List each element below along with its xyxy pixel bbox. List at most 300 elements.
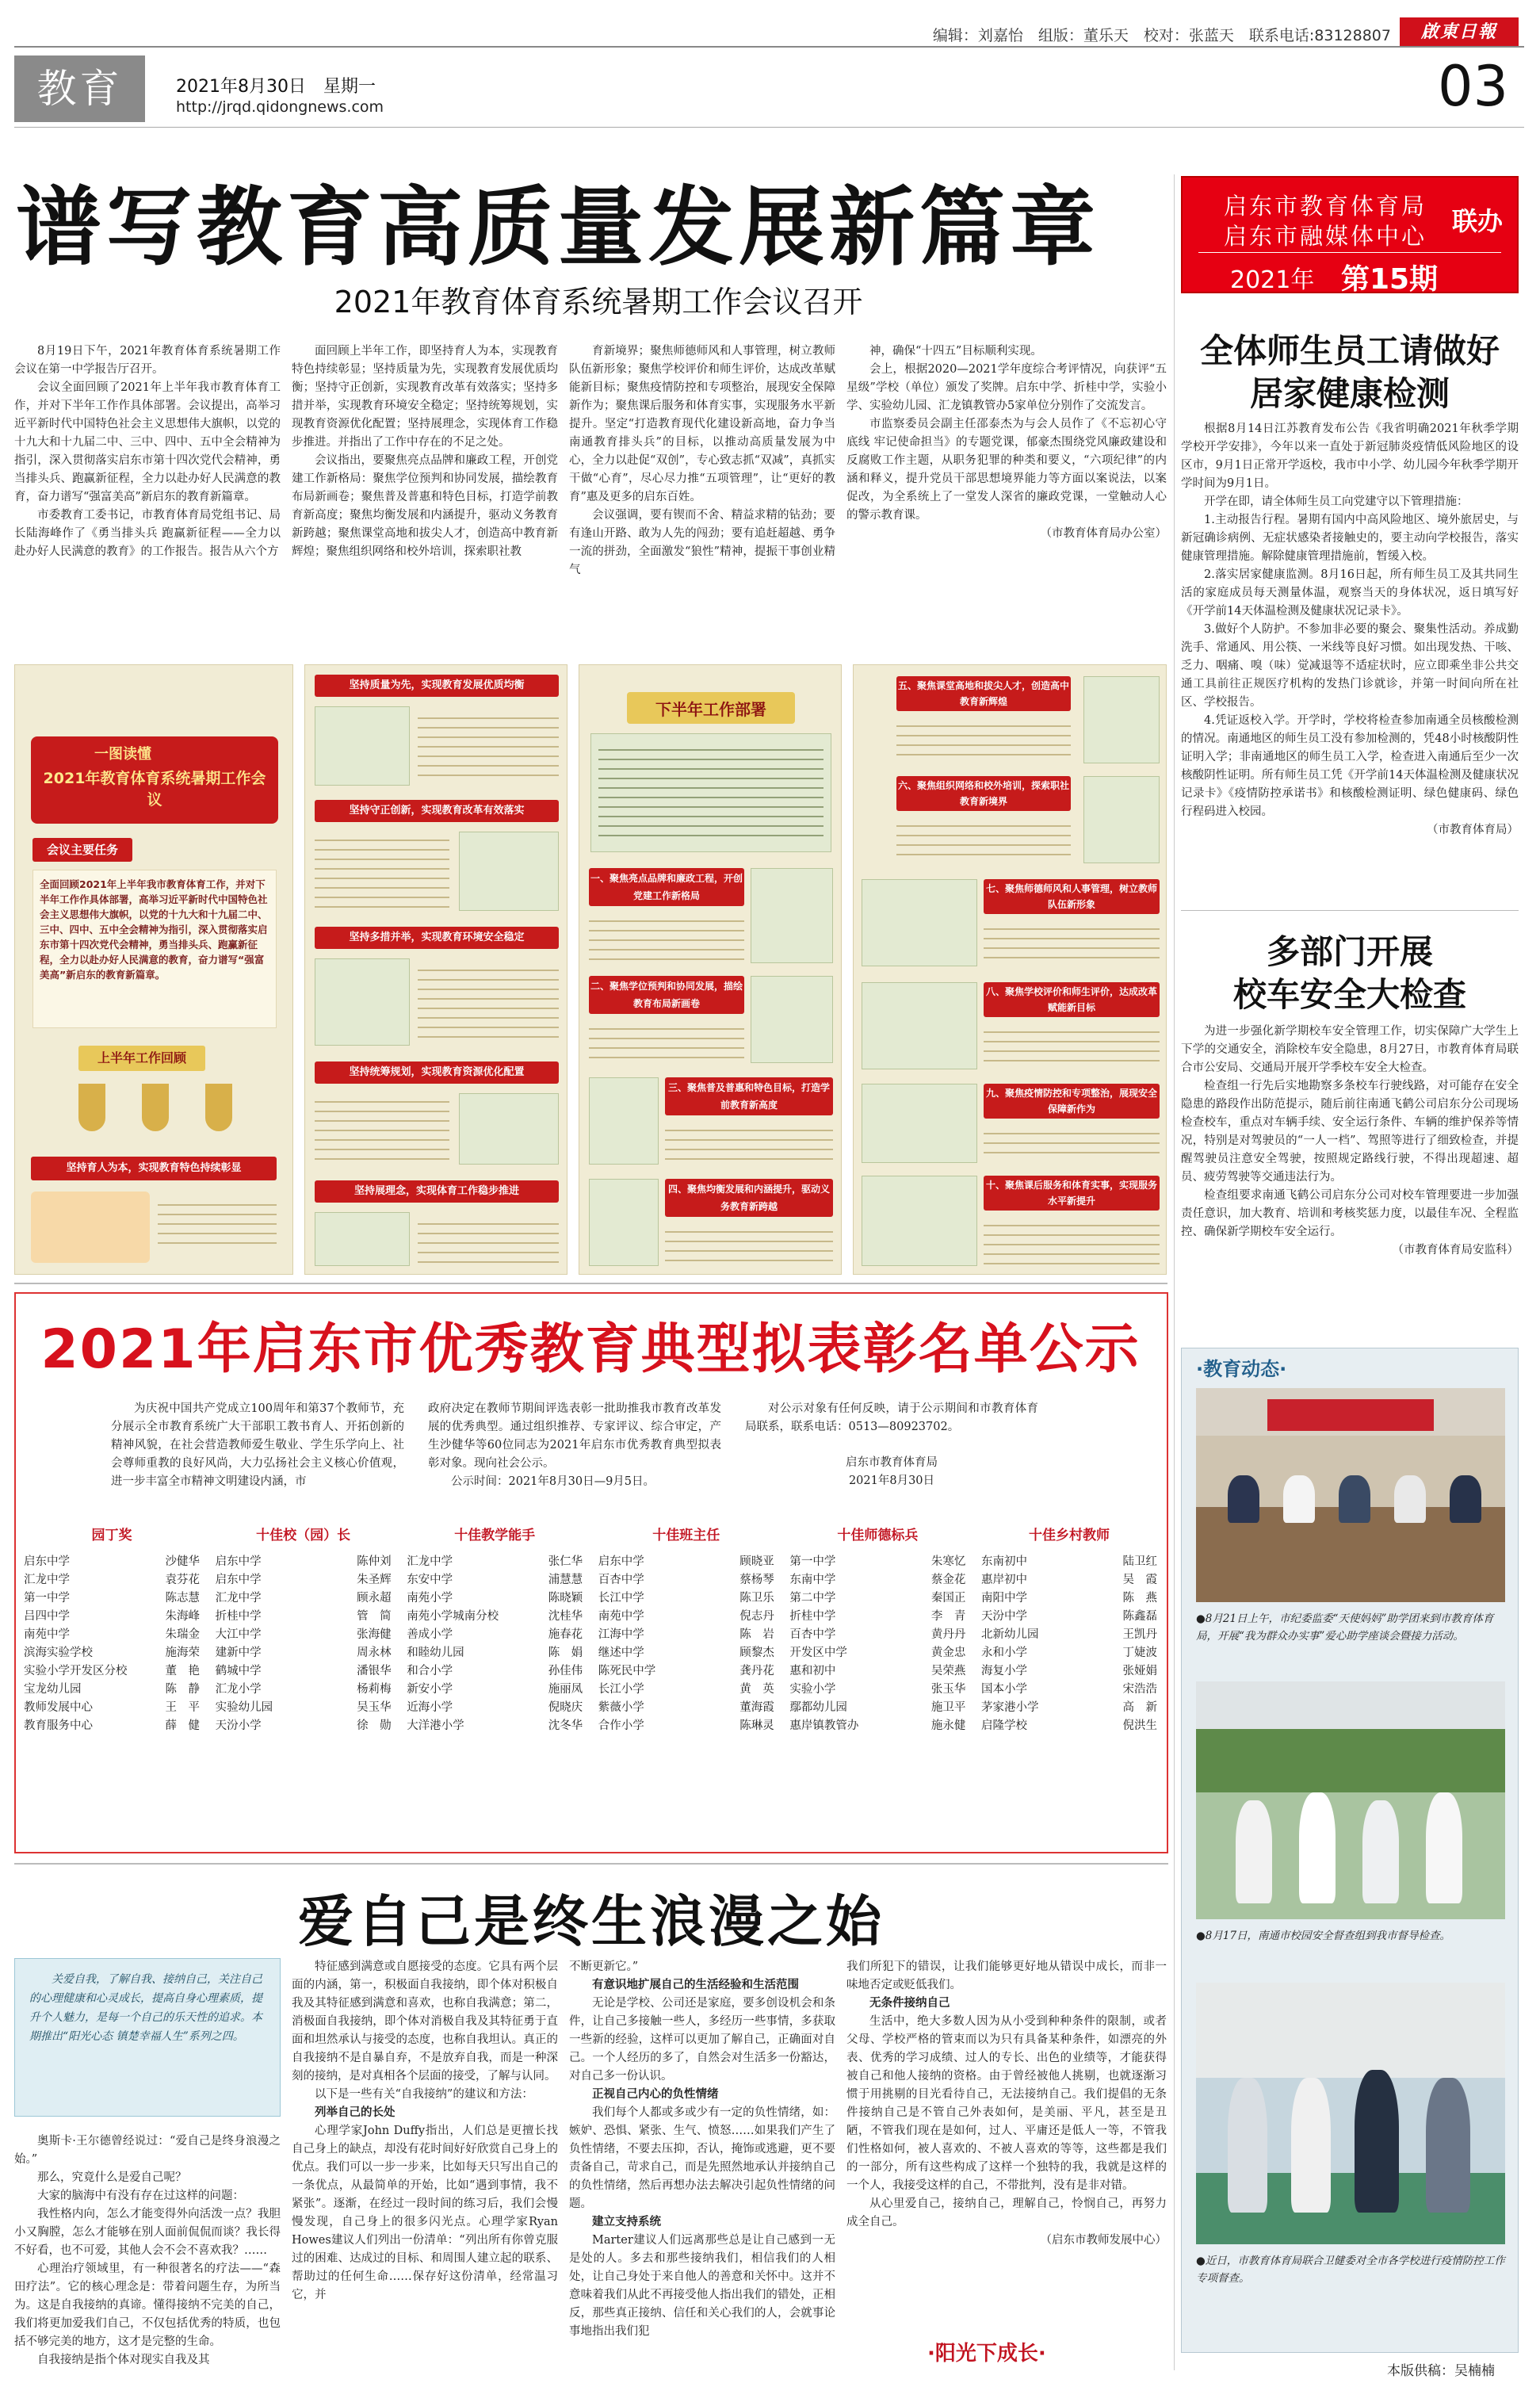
article-source: （启东市教师发展中心） [1040,2234,1167,2247]
honor-row [407,1553,583,1571]
infographic-banner: 2021年教育体育系统暑期工作会议 [43,770,266,809]
para: 我们每个人都或多或少有一定的负性情绪，如：嫉妒、恐惧、紧张、生气、愤怒……如果我们产生了负性情绪，不要去压抑，否认，掩饰或逃避，更不要责备自己，苛求自己，而是先照然地承认并接纳自己的负性情绪，然后再想办法去解决引起负性情绪的问题。 [569,2106,835,2210]
para: 市委教育工委书记，市教育体育局党组书记、局长陆海峰作了《勇当排头兵 跑赢新征程——全力以赴办好人民满意的教育》的工作报告。报告从六个方 [14,509,281,558]
honor-school: 茅家港小学 [980,1701,1039,1714]
icon-box [1083,776,1160,863]
love-col-3 [569,1958,835,2370]
honor-school: 第二中学 [789,1592,836,1605]
honor-person: 孙佳伟 [548,1665,583,1677]
honor-person: 丁婕波 [1122,1647,1157,1659]
honor-person: 施丽凤 [548,1683,583,1696]
honor-row [407,1589,583,1608]
sub-heading: 列举自己的长处 [315,2106,396,2119]
honor-school: 江海中学 [598,1628,644,1641]
para: 心理治疗领域里，有一种很著名的疗法——“森田疗法”。它的核心理念是：带着问题生存，为所当为。这是自我接纳的真谛。懂得接纳不完美的自己，我们将更加爱我们自己，不仅包括优秀的特质，也包括不够完美的地方，这才是完整的生命。 [14,2263,281,2348]
honor-school: 汇龙中学 [215,1592,262,1605]
honor-row [598,1662,774,1681]
para: 我性格内向，怎么才能变得外向活泼一点？我胆小又胸膛，怎么才能够在别人面前侃侃而谈？我长得不好看，也不可爱，其他人会不会不喜欢我？…… [14,2208,281,2257]
honor-intro-3 [745,1400,1038,1490]
honor-person: 张玉华 [930,1683,966,1696]
text-lines [984,920,1160,965]
honor-category-title: 园丁奖 [91,1528,132,1543]
right-article-1 [1181,420,1519,896]
honor-category [789,1524,965,1735]
para: 开学在即，请全体师生员工向党建守以下管理措施： [1204,495,1469,508]
honor-row [789,1626,965,1644]
person [1426,1792,1462,1903]
infographic-item: 坚持守正创新，实现教育改革有效落实 [315,800,559,822]
honor-person: 朱寒忆 [930,1555,966,1568]
honor-person: 陆卫红 [1122,1555,1157,1568]
honor-row [598,1589,774,1608]
honor-school: 近海小学 [407,1701,453,1714]
person [1236,1800,1272,1903]
honor-category-title: 十佳师德标兵 [837,1528,919,1543]
infographic-heading: 下半年工作部署 [655,700,766,719]
honor-person: 黄丹丹 [930,1628,966,1641]
honor-category [24,1524,200,1735]
honor-school: 东南初中 [980,1555,1027,1568]
honor-row [789,1589,965,1608]
honor-row [598,1681,774,1699]
infographic-item: 四、聚焦均衡发展和内涵提升，驱动义务教育新跨越 [665,1179,833,1217]
infographic-textbox [32,870,277,1028]
honor-person: 施春花 [548,1628,583,1641]
honor-person: 顾永超 [357,1592,392,1605]
text-lines [598,741,823,844]
honor-intro-1 [111,1400,404,1491]
honor-person: 陈志慧 [165,1592,200,1605]
honor-school: 惠岸镇教管办 [789,1719,859,1732]
para: 那么，究竟什么是爱自己呢？ [37,2171,187,2184]
honor-row [598,1608,774,1626]
honor-school: 东安中学 [407,1574,453,1586]
honor-row [407,1644,583,1662]
honor-person: 董海霞 [739,1701,774,1714]
honor-school: 紫薇小学 [598,1701,644,1714]
inspection-photo [1196,1681,1505,1919]
infographic-text: 全面回顾2021年上半年我市教育体育工作，并对下半年工作作具体部署，高举习近平新时代中国特色社会主义思想伟大旗帜，以党的十九大和十九届二中、三中、四中、五中全会精神为指引，深入贯彻落实启东市第十四次党代会精神，勇当排头兵、跑赢新征程，全力以赴办好人民满意的教育，奋力谱写“强富美高”新启东的教育新篇章。 [40,878,268,981]
honor-row [24,1699,200,1717]
honor-person: 宋浩浩 [1122,1683,1157,1696]
honor-row [789,1662,965,1681]
infographic-item: 坚持统筹规划，实现教育资源优化配置 [315,1061,559,1084]
honor-category [216,1524,392,1735]
right-divider [1181,910,1519,911]
icon-box [459,1093,559,1165]
honor-school: 折桂中学 [215,1610,262,1623]
honor-school: 南阳中学 [980,1592,1027,1605]
honor-person: 黄 英 [739,1683,774,1696]
para: 自我接纳是指个体对现实自我及其 [37,2354,210,2366]
infographic-item: 九、聚焦疫情防控和专项整治，展现安全保障新作为 [984,1084,1160,1119]
honor-school: 滨海实验学校 [24,1647,93,1659]
header-url: http://jrqd.qidongnews.com [176,98,384,116]
honor-school: 折桂中学 [789,1610,836,1623]
text-lines [315,832,449,911]
honor-school: 启东中学 [598,1555,644,1568]
honor-person: 施海荣 [165,1647,200,1659]
para: 2.落实居家健康监测。8月16日起，所有师生员工及其共同生活的家庭成员每天测量体温，观察当天的身体状况，返日填写好《开学前14天体温检测及健康状况记录卡》。 [1181,568,1519,618]
text-lines [665,1223,833,1264]
honor-row [981,1699,1157,1717]
para: 我们所犯下的错误，让我们能够更好地从错误中成长，而非一味地否定或贬低我们。 [846,1960,1167,1991]
honor-row [216,1589,392,1608]
right-title-1a: 全体师生员工请做好 [1199,331,1500,370]
lianban-line1: 启东市教育体育局 [1224,193,1427,220]
infographic-panel-1 [14,664,293,1275]
sub-heading: 建立支持系统 [592,2216,661,2228]
article-source: （市教育体育局办公室） [1040,527,1167,540]
para: 为庆祝中国共产党成立100周年和第37个教师节，充分展示全市教育系统广大干部职工教书育人、开拓创新的精神风貌，在社会营造教师爱生敬业、学生乐学向上、社会尊师重教的良好风尚，大力弘扬社会主义核心价值观，进一步丰富全市精神文明建设内涵，市 [111,1402,404,1488]
para: 不断更新它。” [569,1960,639,1973]
love-col-4 [846,1958,1167,2331]
main-col-4 [846,342,1167,660]
honor-table [24,1524,1157,1841]
infographic-item: 六、聚焦组织网络和校外培训，探索职社教育新境界 [896,776,1071,811]
honor-person: 陈卫乐 [739,1592,774,1605]
honor-person: 沈冬华 [548,1719,583,1732]
honor-school: 南苑中学 [24,1628,70,1641]
honor-school: 长江中学 [598,1592,644,1605]
person [1362,1800,1399,1903]
honor-row [789,1644,965,1662]
honor-school: 第一中学 [789,1555,836,1568]
honor-school: 海复小学 [980,1665,1027,1677]
infographic-item: 七、聚焦师德师风和人事管理，树立教师队伍新形象 [984,879,1160,914]
honor-person: 陈仲刘 [357,1555,392,1568]
honor-person: 吴荣燕 [930,1665,966,1677]
para: 奥斯卡·王尔德曾经说过：“爱自己是终身浪漫之始。” [14,2135,281,2166]
text-lines [984,1023,1160,1068]
infographic-item: 一、聚焦亮点品牌和廉政工程，开创党建工作新格局 [589,868,744,906]
news-caption-2: ●8月17日，南通市校园安全督查组到我市督导检查。 [1196,1930,1451,1942]
honor-person: 陈鑫磊 [1122,1610,1157,1623]
honor-school: 南苑小学城南分校 [407,1610,499,1623]
person [1299,1792,1336,1903]
honor-row [407,1681,583,1699]
para: 8月19日下午，2021年教育体育系统暑期工作会议在第一中学报告厅召开。 [14,345,281,376]
text-lines [418,1215,559,1263]
person [1228,1475,1259,1523]
honor-person: 张仁华 [548,1555,583,1568]
love-intro-text: 关爱自我，了解自我、接纳自己，关注自己的心理健康和心灵成长，提高自身心理素质，提升个人魅力，是每一个自己的乐天性的追求。本期推出“阳光心态 镇楚幸福人生”系列之四。 [29,1973,262,2043]
honor-row [981,1644,1157,1662]
honor-person: 薛 健 [165,1719,200,1732]
honor-person: 顾晓亚 [739,1555,774,1568]
honor-person: 朱瑞金 [165,1628,200,1641]
honor-person: 倪晓庆 [548,1701,583,1714]
para: 特征感到满意或自愿接受的态度。它具有两个层面的内涵，第一，积极面自我接纳，即个体对积极自我及其特征感到满意和喜欢，也称自我满意；第二，消极面自我接纳，即个体对消极自我及其特征勇于直面和坦然承认与接受的态度，也称自我坦认。真正的自我接纳不是自暴自弃，不是放弃自我，而是一种深刻的接纳，是对真相各个层面的接受，了解与认同。 [292,1960,558,2083]
honor-school: 天汾小学 [215,1719,262,1732]
honor-school: 启东中学 [24,1555,70,1568]
honor-row [981,1662,1157,1681]
love-intro-box [14,1958,281,2117]
honor-row [407,1662,583,1681]
honor-person: 黄金忠 [930,1647,966,1659]
text-lines [896,817,1071,862]
text-lines [665,1122,833,1166]
honor-category-title: 十佳班主任 [652,1528,720,1543]
icon-box [589,1179,659,1266]
text-lines [158,1196,277,1252]
icon-box [1083,676,1160,763]
honor-person: 徐 勋 [357,1719,392,1732]
icon-box [862,1084,977,1163]
para: 以下是一些有关“自我接纳”的建议和方法： [315,2088,533,2101]
honor-row [216,1681,392,1699]
medal-icon [205,1084,232,1131]
honor-person: 朱海峰 [165,1610,200,1623]
honor-person: 李 青 [930,1610,966,1623]
honor-row [24,1589,200,1608]
honor-row [981,1626,1157,1644]
text-lines [984,1217,1160,1264]
header-date: 2021年8月30日 星期一 [176,77,376,97]
love-title: 爱自己是终生浪漫之始 [298,1889,885,1954]
para: 4.凭证返校入学。开学时，学校将检查参加南通全员核酸检测的情况。南通地区的师生员工没有参加检测的，凭48小时核酸阴性证明入学；非南通地区的师生员工入学，检查进入南通后至少一次核酸阴性证明。所有师生员工凭《开学前14天体温检测及健康状况记录卡》《疫情防控承诺书》和核酸检测证明、绿色健康码、绿色行程码进入校园。 [1181,714,1519,818]
honor-person: 张娅娟 [1122,1665,1157,1677]
honor-row [24,1608,200,1626]
header-bottom-rule [14,127,1524,128]
love-col-1 [14,2132,281,2370]
honor-school: 汇龙中学 [24,1574,70,1586]
banner [1267,1399,1434,1431]
text-lines [418,962,559,1041]
lianban-label: 联办 [1452,206,1504,236]
news-caption-1: ●8月21日上午，市纪委监委“天使妈妈”助学团来到市教育体育局，开展“我为群众办实事”爱心助学座谈会暨接力活动。 [1196,1612,1494,1643]
lianban-year: 2021年 [1230,266,1315,294]
person [1355,2070,1399,2213]
honor-school: 南苑中学 [598,1610,644,1623]
para: 无论是学校、公司还是家庭，要多创设机会和条件，让自己多接触一些人，多经历一些事情，多获取一些新的经验，这样可以更加了解自己，正确面对自己。一个人经历的多了，自然会对生活多一份豁达，对自己多一份认识。 [569,1997,835,2083]
icon-box [315,706,410,786]
honor-row [216,1644,392,1662]
infographic-item: 八、聚焦学校评价和师生评价，达成改革赋能新目标 [984,982,1160,1017]
infographic-panel-4 [853,664,1167,1275]
honor-school: 第一中学 [24,1592,70,1605]
honor-person: 陈 岩 [739,1628,774,1641]
text-lines [984,1125,1160,1161]
news-caption-3: ●近日，市教育体育局联合卫健委对全市各学校进行疫情防控工作专项督查。 [1196,2255,1505,2285]
para: 会议全面回顾了2021年上半年我市教育体育工作，并对下半年工作作具体部署。会议提出，高举习近平新时代中国特色社会主义思想伟大旗帜，以党的十九大和十九届二中、三中、四中、五中全会精神为指引，深入贯彻落实启东市第十四次党代会精神，勇当排头兵、跑赢新征程，全力以赴办好人民满意的教育，奋力谱写“强富美高”新启东的教育新篇章。 [14,381,281,503]
para: 市监察委员会副主任邵泰杰为与会人员作了《不忘初心守底线 牢记使命担当》的专题党课，郁豪杰围绕党风廉政建设和反腐败工作主题，从职务犯罪的种类和要义，“六项纪律”的内涵和释义，提升党员干部思想境界能力等方面以案说法，以案促改，为全系统上了一堂发人深省的廉政党课，一堂触动人心的警示教育课。 [846,418,1167,522]
honor-row [24,1626,200,1644]
icon-box [862,1176,977,1266]
honor-person: 袁芬花 [165,1574,200,1586]
paper-logo: 啟東日報 [1400,17,1519,46]
person [1339,1475,1370,1523]
lianban-rule [1198,252,1501,253]
infographic-item: 坚持育人为本，实现教育特色持续彰显 [31,1157,277,1180]
honor-row [789,1553,965,1571]
para: 会上，根据2020—2021学年度综合考评情况，向获评“五星级”学校（单位）颁发了奖牌。启东中学、折桂中学，实验小学、实验幼儿园、汇龙镇教管办5家单位分别作了交流发言。 [846,363,1167,412]
news-panel-title: ·教育动态· [1196,1358,1287,1380]
honor-person: 浦慧慧 [548,1574,583,1586]
honor-row [407,1608,583,1626]
sub-heading: 正视自己内心的负性情绪 [592,2088,719,2101]
main-col-1 [14,342,281,660]
right-title-2a: 多部门开展 [1266,932,1433,971]
honor-school: 国本小学 [980,1683,1027,1696]
honor-row [407,1571,583,1589]
honor-person: 蔡金花 [930,1574,966,1586]
honor-row [407,1717,583,1735]
children-illustration [31,1192,150,1263]
para: 会议强调，要有锲而不舍、精益求精的钻劲；要有逢山开路、敢为人先的闯劲；要有追赶超越、勇争一流的拼劲，全面激发“狼性”精神，提振干事创业精气 [569,509,835,576]
para: 1.主动报告行程。暑期有国内中高风险地区、境外旅居史，与新冠确诊病例、无症状感染者接触史的，要主动向学校报告，落实健康管理措施。解除健康管理措施前，暂缓入校。 [1181,514,1519,563]
honor-row [407,1699,583,1717]
infographic-item: 坚持质量为先，实现教育发展优质均衡 [315,675,559,697]
sub-heading: 有意识地扩展自己的生活经验和生活范围 [592,1979,799,1991]
section-tag: 教育 [14,55,145,122]
honor-school: 启东中学 [215,1555,262,1568]
honor-person: 吴玉华 [357,1701,392,1714]
honor-person: 陈 静 [165,1683,200,1696]
editor-line: 编辑：刘嘉怡 组版：董乐天 校对：张蓝天 联系电话:83128807 [932,27,1391,44]
honor-row [216,1699,392,1717]
column-rule [1174,174,1175,2370]
right-title-2b: 校车安全大检查 [1232,975,1466,1014]
honor-category [598,1524,774,1735]
main-subtitle: 2021年教育体育系统暑期工作会议召开 [334,285,863,319]
honor-row [598,1717,774,1735]
honor-row [789,1608,965,1626]
honor-row [216,1662,392,1681]
para: 心理学家John Duffy指出，人们总是更擅长找自己身上的缺点，却没有花时间好好欣赏自己身上的优点。我们可以一步一步来，比如每天只写出自己的一条优点，从最简单的开始，比如“遇到事情，我不紧张”。逐渐，在经过一段时间的练习后，我们会慢慢发现，自己身上的很多闪光点。心理学家Ryan Howes建议人们列出一份清单：“列出所有你曾克服过的困难、达成过的目标、和周围人建立起的联系、帮助过的任何生命……保存好这份清单，经常温习它，并 [292,2125,558,2301]
honor-row [24,1717,200,1735]
icon-box [751,868,833,963]
honor-row [789,1681,965,1699]
text-lines [418,710,559,781]
honor-school: 实验小学 [789,1683,836,1696]
honor-school: 北新幼儿园 [980,1628,1039,1641]
honor-category [407,1524,583,1735]
honor-category-title: 十佳教学能手 [454,1528,536,1543]
news-panel [1181,1348,1519,2353]
wall [1196,1983,1505,2078]
honor-school: 鄢都幼儿园 [789,1701,847,1714]
honor-row [981,1553,1157,1571]
icon-box [459,832,559,911]
honor-person: 施永健 [930,1719,966,1732]
para: 根据8月14日江苏教育发布公告《我省明确2021年秋季学期学校开学安排》，今年以来一直处于新冠肺炎疫情低风险地区的设区市，9月1日正常开学返校，我市中小学、幼儿园今年秋季学期开学时间为9月1日。 [1181,423,1519,490]
main-title: 谱写教育高质量发展新篇章 [16,178,1101,277]
honor-school: 南苑小学 [407,1592,453,1605]
honor-school: 教师发展中心 [24,1701,93,1714]
honor-row [981,1589,1157,1608]
honor-school: 吕四中学 [24,1610,70,1623]
honor-person: 杨莉梅 [357,1683,392,1696]
infographic-tag: 会议主要任务 [32,838,132,862]
honor-school: 百杏中学 [598,1574,644,1586]
honor-row [24,1553,200,1571]
honor-row [789,1717,965,1735]
para: 大家的脑海中有没有存在过这样的问题： [37,2190,244,2202]
honor-school: 惠和初中 [789,1665,836,1677]
honor-school: 开发区中学 [789,1647,847,1659]
person [1283,1475,1315,1523]
honor-person: 秦国正 [930,1592,966,1605]
person [1394,1475,1426,1523]
love-divider [14,1863,1168,1865]
honor-school: 实验小学开发区分校 [24,1665,128,1677]
honor-row [981,1717,1157,1735]
honor-school: 长江小学 [598,1683,644,1696]
text-lines [896,717,1071,762]
epidemic-check-photo [1196,1983,1505,2244]
infographic-panel-3 [579,664,842,1275]
header-rule [14,46,1524,48]
honor-school: 东南中学 [789,1574,836,1586]
infographic-item: 五、聚焦课堂高地和拔尖人才，创造高中教育新辉煌 [896,676,1071,711]
infographic-label: 一图读懂 [94,746,151,763]
honor-school: 合作小学 [598,1719,644,1732]
signature-date: 2021年8月30日 [848,1475,935,1487]
honor-category-title: 十佳乡村教师 [1028,1528,1110,1543]
honor-row [981,1571,1157,1589]
person [1228,2078,1267,2213]
para: 3.做好个人防护。不参加非必要的聚会、聚集性活动。养成勤洗手、常通风、用公筷、一米线等良好习惯。如出现发热、干咳、乏力、咽痛、嗅（味）觉减退等不适症状时，应立即乘坐非公共交通工具前往正规医疗机构的发热门诊就诊，并第一时间向所在社区、学校报告。 [1181,623,1519,709]
main-col-2 [292,342,558,660]
honor-row [24,1644,200,1662]
honor-row [789,1571,965,1589]
text-lines [589,1020,744,1065]
honor-row [598,1553,774,1571]
honor-row [598,1571,774,1589]
trees [1196,1729,1505,1792]
infographic-item: 坚持多措并举，实现教育环境安全稳定 [315,927,559,949]
para: 会议指出，要聚焦亮点品牌和廉政工程，开创党建工作新格局：聚焦学位预判和协同发展，描绘教育布局新画卷；聚焦普及普惠和特色目标，打造学前教育新高度；聚焦均衡发展和内涵提升，驱动义务教育新跨越；聚焦课堂高地和拔尖人才，创造高中教育新辉煌；聚焦组织网络和校外培训，探索职社教 [292,454,558,558]
para: 对公示对象有任何反映，请于公示期间和市教育体育局联系，联系电话：0513—80923702。 [745,1402,1038,1433]
honor-row [24,1681,200,1699]
honor-person: 陈晓颖 [548,1592,583,1605]
lianban-box [1181,176,1519,296]
honor-person: 王 平 [165,1701,200,1714]
honor-school: 鹤城中学 [215,1665,262,1677]
honor-row [216,1626,392,1644]
honor-person: 潘银华 [357,1665,392,1677]
honor-intro-2 [428,1400,721,1491]
honor-row [216,1571,392,1589]
honor-person: 沈桂华 [548,1610,583,1623]
honor-person: 王凯丹 [1122,1628,1157,1641]
infographic-item: 二、聚焦学位预判和协同发展，描绘教育布局新画卷 [589,976,744,1014]
para: 公示时间：2021年8月30日—9月5日。 [451,1475,655,1488]
honor-school: 惠岸初中 [980,1574,1027,1586]
honor-person: 倪洪生 [1122,1719,1157,1732]
honor-school: 汇龙小学 [215,1683,262,1696]
icon-box [315,958,410,1046]
honor-row [24,1571,200,1589]
right-article-2 [1181,1023,1519,1284]
honor-school: 新安小学 [407,1683,453,1696]
honor-person: 倪志丹 [739,1610,774,1623]
honor-row [216,1608,392,1626]
para: 检查组一行先后实地勘察多条校车行驶线路，对可能存在安全隐患的路段作出防范提示，随后前往南通飞鹤公司启东分公司现场检查校车，重点对车辆手续、安全运行条件、车辆的维护保养等情况，特别是对驾驶员的“一人一档”、驾照等进行了细致检查，并提醒驾驶员注意安全驾驶，按照规定路线行驶，不得出现超速、超员、疲劳驾驶等交通违法行为。 [1181,1080,1519,1184]
honor-school: 和合小学 [407,1665,453,1677]
icon-box [862,982,977,1069]
honor-title: 2021年启东市优秀教育典型拟表彰名单公示 [40,1318,1141,1381]
honor-row [216,1717,392,1735]
honor-school: 永和小学 [980,1647,1027,1659]
honor-person: 周永林 [357,1647,392,1659]
honor-category [981,1524,1157,1735]
honor-school: 陈死民中学 [598,1665,656,1677]
honor-person: 龚丹花 [739,1665,774,1677]
honor-person: 董 艳 [165,1665,200,1677]
honor-person: 陈 燕 [1122,1592,1157,1605]
